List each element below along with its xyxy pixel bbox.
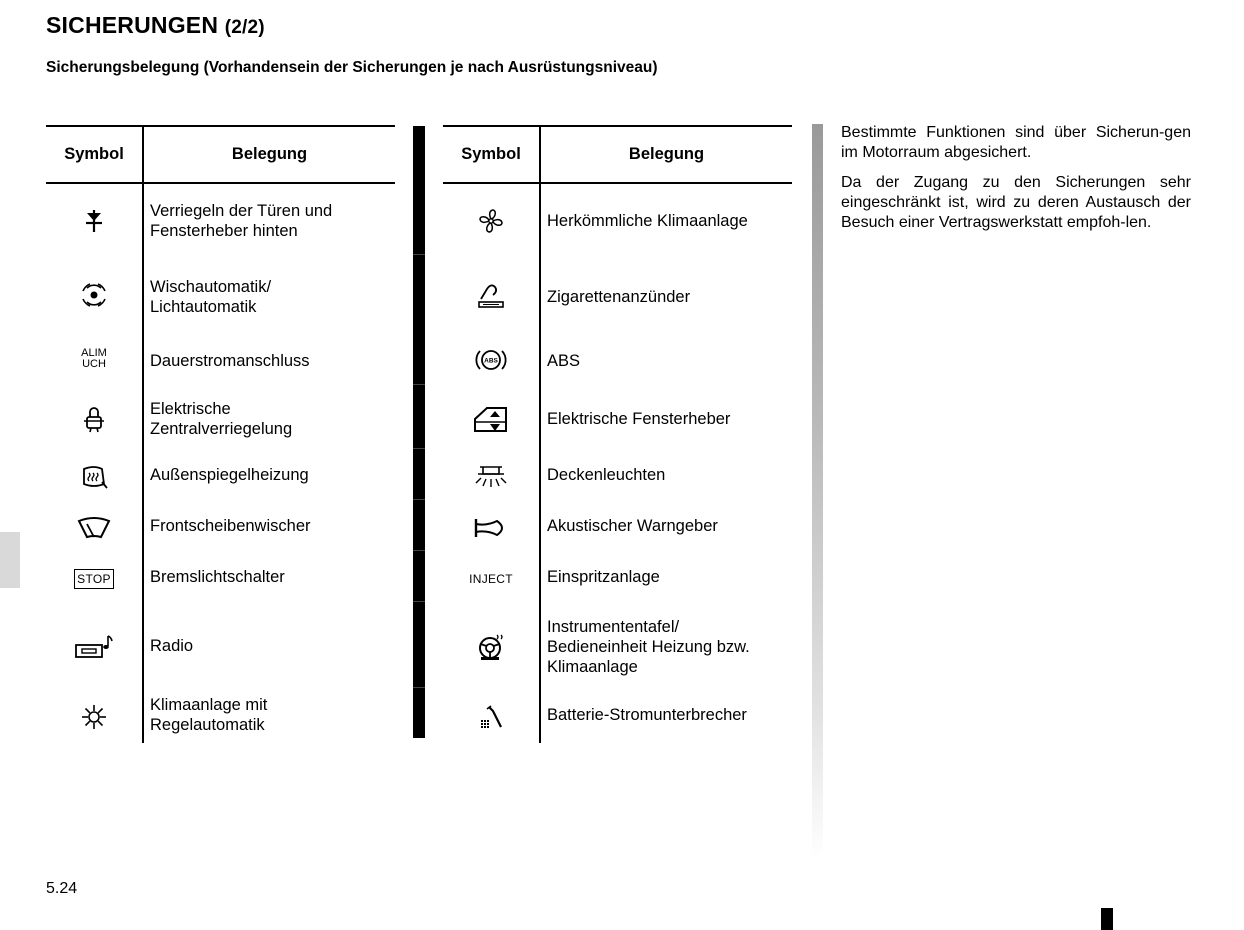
page-title-text: SICHERUNGEN bbox=[46, 12, 219, 38]
assignment-line: ABS bbox=[547, 352, 581, 370]
symbol-cell bbox=[443, 553, 540, 604]
table-row bbox=[46, 333, 395, 387]
assignment-line: Lichtautomatik bbox=[150, 298, 257, 316]
page-number: 5.24 bbox=[46, 880, 78, 897]
assignment-cell bbox=[540, 387, 792, 451]
assignment-line: Bremslichtschalter bbox=[150, 568, 285, 586]
col-header-symbol: Symbol bbox=[46, 126, 143, 183]
table-row bbox=[443, 183, 792, 257]
assignment-line: Akustischer Warngeber bbox=[547, 517, 718, 535]
assignment-cell bbox=[143, 451, 395, 502]
table-header-row bbox=[46, 126, 395, 183]
symbol-cell bbox=[443, 257, 540, 333]
radio-icon bbox=[74, 633, 114, 661]
climate-auto-icon bbox=[81, 704, 107, 730]
symbol-line: ALIM bbox=[81, 347, 107, 359]
door-lock-rear-icon bbox=[82, 207, 106, 235]
table-row bbox=[46, 257, 395, 333]
assignment-cell bbox=[540, 502, 792, 553]
cigarette-lighter-icon bbox=[477, 281, 505, 309]
assignment-cell bbox=[540, 553, 792, 604]
table-row bbox=[46, 387, 395, 451]
table-row bbox=[46, 183, 395, 257]
symbol-cell bbox=[46, 183, 143, 257]
table-row bbox=[46, 690, 395, 743]
fuse-table-right bbox=[443, 125, 792, 743]
table-row bbox=[46, 451, 395, 502]
stop-switch-icon: STOP bbox=[74, 569, 114, 589]
assignment-line: Dauerstromanschluss bbox=[150, 352, 310, 370]
symbol-cell bbox=[46, 451, 143, 502]
symbol-cell bbox=[46, 333, 143, 387]
symbol-line: UCH bbox=[82, 358, 106, 370]
assignment-line: Regelautomatik bbox=[150, 716, 265, 734]
symbol-cell bbox=[46, 553, 143, 604]
chapter-tab-marker bbox=[0, 532, 20, 588]
assignment-line: Außenspiegelheizung bbox=[150, 466, 309, 484]
assignment-cell bbox=[143, 387, 395, 451]
assignment-line: Radio bbox=[150, 637, 194, 655]
assignment-line: Einspritzanlage bbox=[547, 568, 660, 586]
col-header-assignment: Belegung bbox=[540, 126, 792, 183]
assignment-cell bbox=[540, 690, 792, 743]
assignment-cell bbox=[540, 451, 792, 502]
table-row bbox=[443, 257, 792, 333]
table-row bbox=[443, 333, 792, 387]
horn-icon bbox=[473, 515, 509, 541]
assignment-cell bbox=[143, 502, 395, 553]
fan-icon bbox=[477, 207, 505, 235]
fuse-table-left bbox=[46, 125, 395, 743]
table-row bbox=[443, 502, 792, 553]
symbol-cell bbox=[46, 690, 143, 743]
symbol-cell bbox=[443, 183, 540, 257]
power-window-icon bbox=[473, 405, 509, 433]
rain-light-sensor-icon bbox=[80, 281, 108, 309]
assignment-line: Elektrische bbox=[150, 400, 231, 418]
assignment-cell bbox=[143, 690, 395, 743]
assignment-line: Deckenleuchten bbox=[547, 466, 666, 484]
alim-uch-label bbox=[81, 348, 107, 370]
assignment-cell bbox=[540, 604, 792, 690]
mirror-heating-icon bbox=[80, 464, 108, 490]
assignment-cell bbox=[540, 257, 792, 333]
symbol-cell bbox=[46, 387, 143, 451]
ceiling-light-icon bbox=[473, 464, 509, 490]
note-paragraph: Da der Zugang zu den Sicherungen sehr eingeschränkt ist, wird zu deren Austausch der Besuch einer Vertragswerkstatt empfoh-len. bbox=[841, 174, 1191, 231]
corner-mark bbox=[1101, 908, 1113, 930]
table-row bbox=[443, 690, 792, 743]
assignment-line: Klimaanlage mit bbox=[150, 696, 268, 714]
assignment-line: Zentralverriegelung bbox=[150, 420, 293, 438]
symbol-cell bbox=[46, 604, 143, 690]
assignment-cell bbox=[143, 183, 395, 257]
column-divider-bar bbox=[413, 126, 425, 738]
table-row bbox=[443, 387, 792, 451]
assignment-line: Verriegeln der Türen und bbox=[150, 202, 333, 220]
table-row bbox=[443, 553, 792, 604]
table-row bbox=[443, 604, 792, 690]
symbol-cell bbox=[46, 257, 143, 333]
abs-icon-text: ABS bbox=[484, 357, 498, 365]
table-row bbox=[46, 604, 395, 690]
assignment-line: Frontscheibenwischer bbox=[150, 517, 311, 535]
central-locking-icon bbox=[83, 405, 105, 433]
table-row bbox=[46, 502, 395, 553]
table-header-row bbox=[443, 126, 792, 183]
page-title-suffix: (2/2) bbox=[224, 17, 265, 38]
symbol-cell bbox=[443, 502, 540, 553]
battery-cutoff-icon bbox=[477, 703, 505, 731]
assignment-line: Herkömmliche Klimaanlage bbox=[547, 212, 748, 230]
table-row bbox=[46, 553, 395, 604]
assignment-cell bbox=[143, 333, 395, 387]
assignment-line: Batterie-Stromunterbrecher bbox=[547, 706, 747, 724]
abs-icon bbox=[475, 346, 507, 374]
page-title bbox=[46, 12, 265, 39]
assignment-line: Klimaanlage bbox=[547, 658, 638, 676]
dashboard-heating-icon bbox=[477, 633, 505, 661]
assignment-cell bbox=[143, 257, 395, 333]
symbol-cell bbox=[443, 690, 540, 743]
table-row bbox=[443, 451, 792, 502]
assignment-cell bbox=[143, 553, 395, 604]
symbol-cell bbox=[443, 451, 540, 502]
assignment-cell bbox=[540, 183, 792, 257]
assignment-cell bbox=[540, 333, 792, 387]
symbol-cell bbox=[443, 387, 540, 451]
assignment-line: Zigarettenanzünder bbox=[547, 288, 691, 306]
symbol-cell bbox=[46, 502, 143, 553]
assignment-line: Bedieneinheit Heizung bzw. bbox=[547, 638, 750, 656]
col-header-assignment: Belegung bbox=[143, 126, 395, 183]
page-subtitle: Sicherungsbelegung (Vorhandensein der Sicherungen je nach Ausrüstungsniveau) bbox=[46, 59, 658, 76]
note-paragraph: Bestimmte Funktionen sind über Sicherun-gen im Motorraum abgesichert. bbox=[841, 124, 1191, 161]
col-header-symbol: Symbol bbox=[443, 126, 540, 183]
assignment-line: Wischautomatik/ bbox=[150, 278, 272, 296]
assignment-line: Elektrische Fensterheber bbox=[547, 410, 731, 428]
assignment-line: Instrumententafel/ bbox=[547, 618, 680, 636]
symbol-cell bbox=[443, 333, 540, 387]
side-gradient-bar bbox=[812, 124, 823, 860]
assignment-cell bbox=[143, 604, 395, 690]
assignment-line: Fensterheber hinten bbox=[150, 222, 298, 240]
windscreen-wiper-icon bbox=[76, 515, 112, 541]
inject-label: INJECT bbox=[469, 572, 513, 586]
symbol-cell bbox=[443, 604, 540, 690]
